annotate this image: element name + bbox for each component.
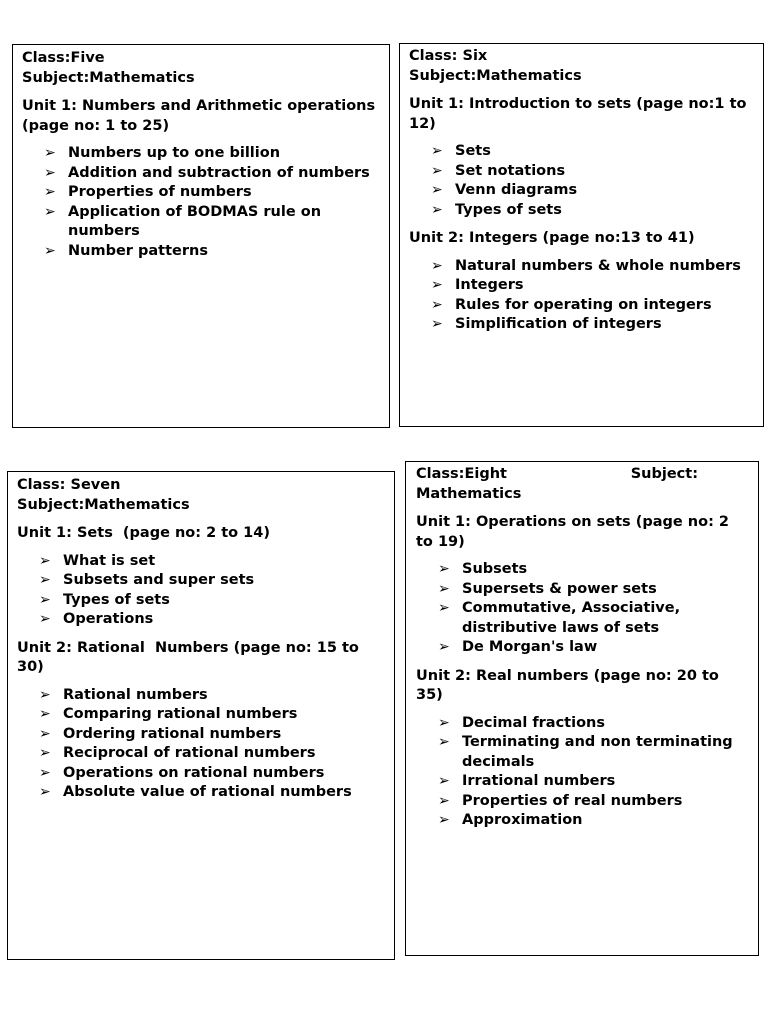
arrow-bullet-icon: ➢ [438, 773, 450, 789]
syllabus-card-class-eight [405, 461, 759, 956]
list-item [22, 164, 381, 184]
list-item [416, 714, 750, 734]
arrow-bullet-icon: ➢ [39, 611, 51, 627]
list-item [17, 783, 386, 803]
list-item [17, 725, 386, 745]
arrow-bullet-icon: ➢ [438, 580, 450, 597]
syllabus-card-class-seven [7, 471, 395, 960]
arrow-bullet-icon: ➢ [44, 145, 56, 161]
class-label: Class:Five [22, 50, 105, 66]
class-label: Class: Seven [17, 477, 121, 493]
list-item [416, 811, 750, 831]
class-label: Class:Eight [416, 466, 507, 482]
unit-title: Unit 2: Real numbers (page no: 20 to 35) [416, 667, 719, 703]
arrow-bullet-icon: ➢ [431, 201, 443, 218]
topic-list [409, 142, 755, 220]
card-header [409, 47, 755, 86]
topic-text: Sets [455, 143, 491, 159]
arrow-bullet-icon: ➢ [431, 316, 443, 332]
list-item [17, 591, 386, 611]
arrow-bullet-icon: ➢ [438, 639, 450, 655]
arrow-bullet-icon: ➢ [438, 714, 450, 731]
arrow-bullet-icon: ➢ [431, 277, 443, 293]
arrow-bullet-icon: ➢ [39, 686, 51, 703]
topic-text: Commutative, Associative, distributive laws of sets [462, 600, 681, 636]
arrow-bullet-icon: ➢ [39, 745, 51, 761]
topic-text: Subsets and super sets [63, 572, 255, 588]
list-item [416, 599, 750, 638]
topic-text: Properties of real numbers [462, 792, 683, 809]
topic-list [22, 144, 381, 261]
topic-text: Numbers up to one billion [68, 145, 281, 161]
topic-text: Approximation [462, 812, 583, 828]
topic-list [409, 257, 755, 335]
list-item [17, 705, 386, 725]
topic-text: What is set [63, 552, 156, 569]
arrow-bullet-icon: ➢ [39, 764, 51, 781]
topic-text: Operations [63, 611, 154, 627]
topic-text: Absolute value of rational numbers [63, 784, 352, 800]
list-item [416, 733, 750, 772]
list-item [17, 686, 386, 706]
topic-text: De Morgan's law [462, 639, 598, 655]
unit-title: Unit 1: Introduction to sets (page no:1 to 12) [409, 96, 747, 132]
arrow-bullet-icon: ➢ [39, 572, 51, 588]
arrow-bullet-icon: ➢ [431, 296, 443, 313]
topic-text: Irrational numbers [462, 773, 616, 789]
arrow-bullet-icon: ➢ [39, 725, 51, 742]
list-item [22, 203, 381, 242]
arrow-bullet-icon: ➢ [39, 784, 51, 800]
topic-text: Operations on rational numbers [63, 764, 325, 781]
topic-text: Comparing rational numbers [63, 706, 298, 722]
list-item [416, 792, 750, 812]
arrow-bullet-icon: ➢ [44, 242, 56, 259]
card-header [416, 465, 750, 504]
list-item [17, 610, 386, 630]
list-item [17, 744, 386, 764]
subject-label: Subject:Mathematics [409, 67, 582, 84]
arrow-bullet-icon: ➢ [438, 812, 450, 828]
subject-label: Subject:Mathematics [22, 69, 195, 86]
arrow-bullet-icon: ➢ [431, 257, 443, 274]
topic-list [416, 714, 750, 831]
list-item [409, 315, 755, 335]
topic-text: Terminating and non terminating decimals [462, 734, 733, 770]
list-item [416, 580, 750, 600]
topic-text: Rules for operating on integers [455, 296, 712, 313]
unit-title: Unit 1: Sets (page no: 2 to 14) [17, 525, 270, 541]
arrow-bullet-icon: ➢ [44, 164, 56, 181]
list-item [409, 181, 755, 201]
subject-value: Mathematics [416, 485, 522, 502]
list-item [416, 560, 750, 580]
topic-text: Application of BODMAS rule on numbers [68, 203, 322, 239]
list-item [17, 552, 386, 572]
topic-text: Natural numbers & whole numbers [455, 257, 741, 274]
topic-text: Types of sets [63, 591, 170, 608]
list-item [409, 142, 755, 162]
arrow-bullet-icon: ➢ [431, 143, 443, 159]
topic-text: Subsets [462, 561, 528, 577]
topic-text: Decimal fractions [462, 714, 606, 731]
list-item [416, 772, 750, 792]
list-item [409, 162, 755, 182]
list-item [409, 257, 755, 277]
list-item [22, 183, 381, 203]
topic-text: Reciprocal of rational numbers [63, 745, 316, 761]
list-item [409, 296, 755, 316]
arrow-bullet-icon: ➢ [39, 591, 51, 608]
list-item [409, 276, 755, 296]
topic-text: Addition and subtraction of numbers [68, 164, 370, 181]
syllabus-card-class-six [399, 43, 764, 427]
arrow-bullet-icon: ➢ [44, 203, 56, 220]
list-item [17, 764, 386, 784]
unit-title: Unit 2: Integers (page no:13 to 41) [409, 230, 695, 246]
subject-label: Subject:Mathematics [17, 496, 190, 513]
arrow-bullet-icon: ➢ [44, 184, 56, 200]
arrow-bullet-icon: ➢ [438, 792, 450, 809]
topic-text: Integers [455, 277, 524, 293]
topic-text: Rational numbers [63, 686, 208, 703]
card-header [22, 49, 381, 88]
subject-label: Subject: [630, 466, 698, 482]
arrow-bullet-icon: ➢ [39, 552, 51, 569]
unit-title: Unit 1: Numbers and Arithmetic operations (page no: 1 to 25) [22, 98, 376, 134]
unit-title: Unit 1: Operations on sets (page no: 2 to 19) [416, 514, 730, 550]
list-item [409, 201, 755, 221]
list-item [22, 144, 381, 164]
topic-text: Ordering rational numbers [63, 725, 282, 742]
topic-text: Properties of numbers [68, 184, 252, 200]
topic-text: Supersets & power sets [462, 580, 657, 597]
arrow-bullet-icon: ➢ [39, 706, 51, 722]
arrow-bullet-icon: ➢ [431, 182, 443, 198]
topic-list [17, 552, 386, 630]
topic-text: Venn diagrams [455, 182, 578, 198]
topic-text: Set notations [455, 162, 566, 179]
topic-text: Number patterns [68, 242, 208, 259]
topic-list [416, 560, 750, 658]
arrow-bullet-icon: ➢ [431, 162, 443, 179]
topic-text: Simplification of integers [455, 316, 662, 332]
syllabus-card-class-five [12, 44, 390, 428]
list-item [22, 242, 381, 262]
topic-list [17, 686, 386, 803]
card-header [17, 476, 386, 515]
list-item [416, 638, 750, 658]
class-label: Class: Six [409, 48, 488, 64]
arrow-bullet-icon: ➢ [438, 600, 450, 616]
arrow-bullet-icon: ➢ [438, 561, 450, 577]
list-item [17, 571, 386, 591]
unit-title: Unit 2: Rational Numbers (page no: 15 to 30) [17, 639, 364, 675]
topic-text: Types of sets [455, 201, 562, 218]
arrow-bullet-icon: ➢ [438, 734, 450, 750]
